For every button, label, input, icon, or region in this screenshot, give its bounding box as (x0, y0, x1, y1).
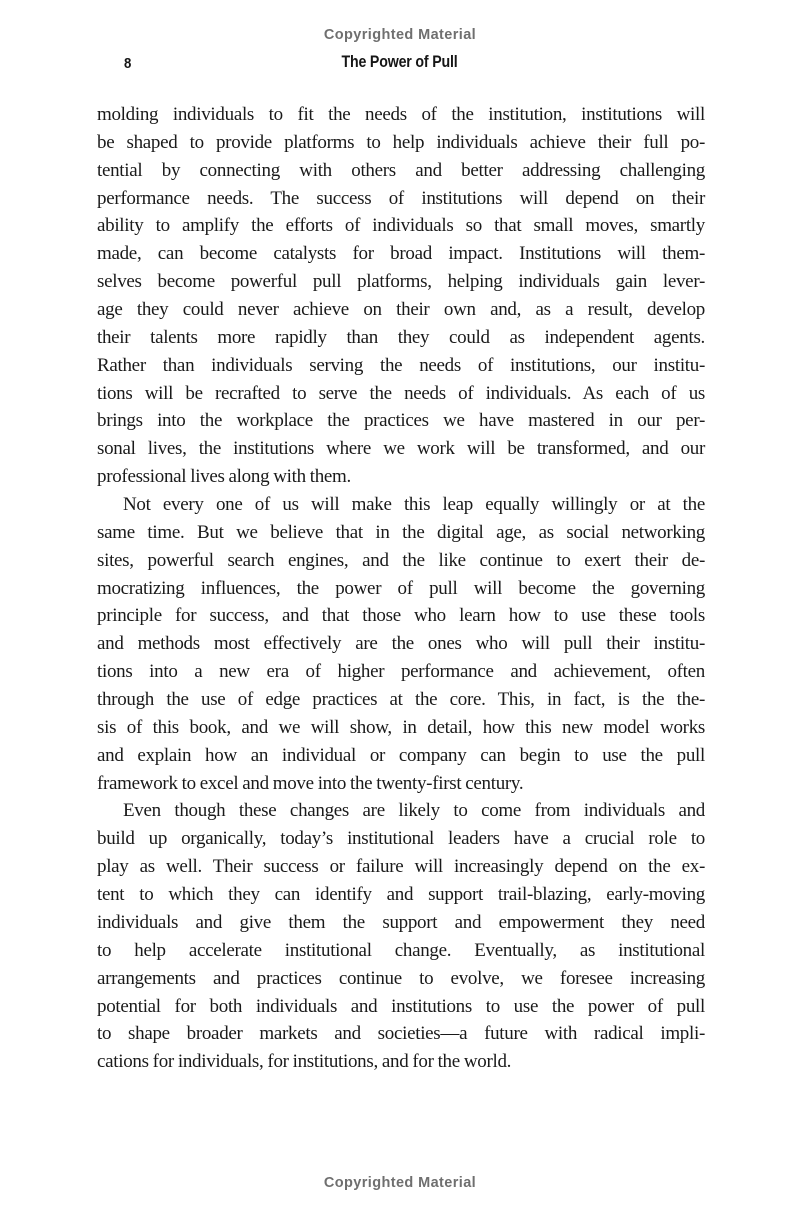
body-line: principle for success, and that those who learn how to use these tools (97, 605, 705, 627)
body-line: made, can become catalysts for broad impact. Institutions will them- (97, 243, 705, 265)
paragraph-1 (97, 101, 705, 491)
body-line: to shape broader markets and societies—a future with radical impli- (97, 1023, 705, 1045)
body-line: and methods most effectively are the ones who will pull their institu- (97, 633, 705, 655)
page-header (0, 53, 800, 75)
paragraph-2 (97, 491, 705, 797)
body-line: same time. But we believe that in the digital age, as social networking (97, 521, 705, 543)
body-line: selves become powerful pull platforms, helping individuals gain lever- (97, 271, 705, 293)
body-line: professional lives along with them. (97, 466, 351, 488)
body-line: build up organically, today’s institutional leaders have a crucial role to (97, 828, 705, 850)
body-line: to help accelerate institutional change. Eventually, as institutional (97, 939, 705, 961)
page-number: 8 (124, 55, 132, 72)
copyright-notice-bottom: Copyrighted Material (323, 1175, 477, 1191)
body-line: framework to excel and move into the twenty-first century. (97, 772, 524, 794)
running-head (0, 53, 800, 72)
body-line: tions into a new era of higher performance and achievement, often (97, 661, 705, 683)
body-line: through the use of edge practices at the core. This, in fact, is the the- (97, 689, 705, 711)
copyright-notice-top: Copyrighted Material (323, 27, 477, 43)
body-line: potential for both individuals and institutions to use the power of pull (97, 995, 705, 1017)
body-line: play as well. Their success or failure will increasingly depend on the ex- (97, 856, 705, 878)
paragraph-3 (97, 797, 705, 1076)
body-line: Not every one of us will make this leap equally willingly or at the (123, 494, 705, 516)
body-line: molding individuals to fit the needs of the institution, institutions will (97, 104, 705, 125)
body-line: tent to which they can identify and support trail-blazing, early-moving (97, 884, 705, 906)
body-line: cations for individuals, for institutions, and for the world. (97, 1051, 512, 1073)
body-line: be shaped to provide platforms to help individuals achieve their full po- (97, 131, 705, 153)
body-line: performance needs. The success of institutions will depend on their (97, 187, 705, 209)
body-line: tential by connecting with others and better addressing challenging (97, 159, 705, 181)
body-line: sonal lives, the institutions where we work will be transformed, and our (97, 438, 705, 460)
body-line: Even though these changes are likely to come from individuals and (123, 800, 705, 822)
body-line: tions will be recrafted to serve the needs of individuals. As each of us (97, 382, 705, 404)
body-text (97, 101, 705, 1076)
body-line: their talents more rapidly than they could as independent agents. (97, 326, 705, 348)
body-line: sis of this book, and we will show, in detail, how this new model works (97, 716, 705, 738)
body-line: arrangements and practices continue to evolve, we foresee increasing (97, 967, 705, 989)
body-line: and explain how an individual or company can begin to use the pull (97, 744, 705, 766)
body-line: mocratizing influences, the power of pull will become the governing (97, 577, 705, 599)
body-line: individuals and give them the support and empowerment they need (97, 911, 705, 933)
running-head-title: The Power of Pull (341, 53, 459, 71)
body-line: Rather than individuals serving the needs of institutions, our institu- (97, 354, 705, 376)
body-line: brings into the workplace the practices we have mastered in our per- (97, 410, 705, 432)
body-line: age they could never achieve on their own and, as a result, develop (97, 299, 705, 321)
body-line: sites, powerful search engines, and the like continue to exert their de- (97, 549, 705, 571)
body-line: ability to amplify the efforts of individuals so that small moves, smartly (97, 215, 705, 237)
